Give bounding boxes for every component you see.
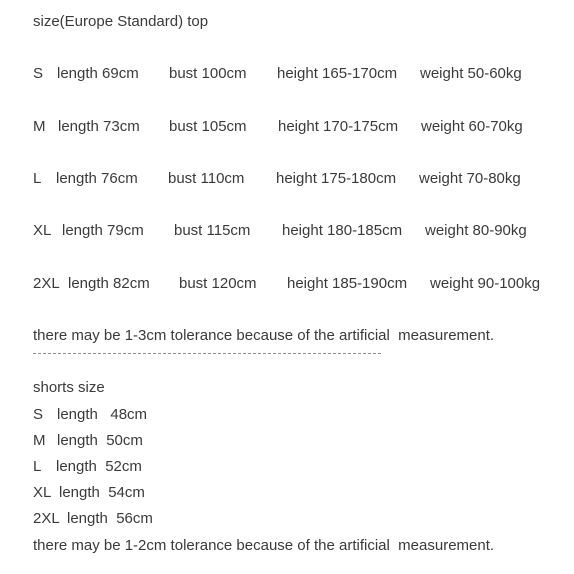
bust-value: bust 105cm [169, 118, 247, 135]
bust-value: bust 115cm [174, 222, 251, 239]
top-size-row-xl [33, 222, 527, 240]
length-value: length 48cm [57, 406, 148, 423]
length-value: length 82cm [68, 275, 150, 292]
length-value: length 56cm [67, 510, 153, 527]
size-label: 2XL [33, 510, 60, 527]
size-label: 2XL [33, 275, 60, 292]
weight-value: weight 60-70kg [421, 118, 523, 135]
size-label: S [33, 65, 44, 82]
weight-value: weight 80-90kg [425, 222, 527, 239]
length-value: length 52cm [56, 458, 142, 475]
shorts-size-row-m [33, 432, 143, 450]
length-value: length 50cm [57, 432, 143, 449]
size-label: S [33, 406, 44, 423]
length-value: length 76cm [56, 170, 138, 187]
size-label: M [33, 432, 46, 449]
height-value: height 175-180cm [276, 170, 397, 187]
top-size-row-2xl [33, 275, 541, 293]
size-label: M [33, 118, 46, 135]
top-size-row-m [33, 118, 523, 136]
size-label: L [33, 170, 42, 187]
height-value: height 170-175cm [278, 118, 399, 135]
bust-value: bust 110cm [168, 170, 245, 187]
height-value: height 180-185cm [282, 222, 403, 239]
length-value: length 79cm [62, 222, 144, 239]
top-size-row-l [33, 170, 521, 188]
section-divider [33, 353, 381, 354]
height-value: height 165-170cm [277, 65, 398, 82]
shorts-size-row-s [33, 406, 148, 424]
weight-value: weight 90-100kg [430, 275, 541, 292]
shorts-size-row-l [33, 458, 142, 476]
length-value: length 54cm [59, 484, 145, 501]
shorts-size-heading: shorts size [33, 379, 105, 396]
weight-value: weight 50-60kg [420, 65, 522, 82]
shorts-tolerance-note: there may be 1-2cm tolerance because of the artificial measurement. [33, 537, 495, 554]
length-value: length 73cm [58, 118, 140, 135]
length-value: length 69cm [57, 65, 139, 82]
height-value: height 185-190cm [287, 275, 408, 292]
top-size-row-s [33, 65, 522, 83]
top-size-heading: size(Europe Standard) top [33, 13, 209, 30]
size-label: XL [33, 484, 52, 501]
bust-value: bust 100cm [169, 65, 247, 82]
weight-value: weight 70-80kg [419, 170, 521, 187]
size-label: XL [33, 222, 52, 239]
size-label: L [33, 458, 42, 475]
shorts-size-row-2xl [33, 510, 153, 528]
top-tolerance-note: there may be 1-3cm tolerance because of the artificial measurement. [33, 327, 495, 344]
shorts-size-row-xl [33, 484, 145, 502]
bust-value: bust 120cm [179, 275, 257, 292]
